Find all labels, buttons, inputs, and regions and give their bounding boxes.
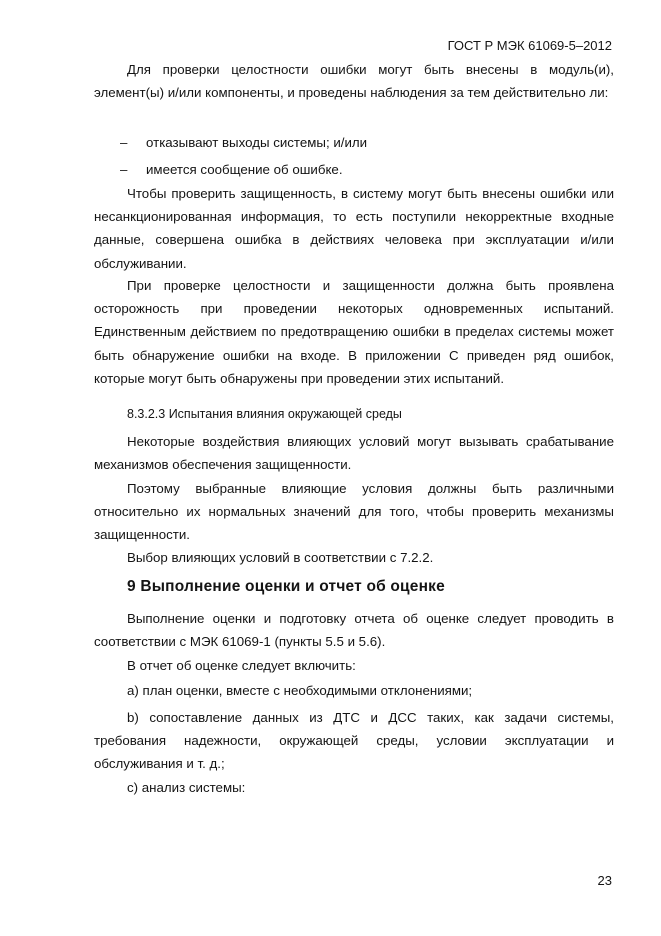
paragraph-assessment: Выполнение оценки и подготовку отчета об оценке следует проводить в соответствии с МЭК 61069-1 (пункты 5.5 и 5.6).: [94, 611, 614, 650]
page-number: 23: [597, 873, 612, 888]
paragraph-integrity-check: Для проверки целостности ошибки могут быть внесены в модуль(и), элемент(ы) и/или компоненты, и проведены наблюдения за тем действительно ли:: [94, 62, 614, 101]
paragraph-selected-conditions: Поэтому выбранные влияющие условия должны быть различными относительно их нормальных значений для того, чтобы проверить механизмы защищенности.: [94, 481, 614, 543]
list-item-b: b) сопоставление данных из ДТС и ДСС таких, как задачи системы, требования надежности, окружающей среды, условии эксплуатации и обслуживания и т. д.;: [94, 710, 614, 772]
paragraph-report-intro: В отчет об оценке следует включить:: [127, 658, 356, 673]
paragraph-condition-choice: Выбор влияющих условий в соответствии с 7.2.2.: [127, 550, 434, 565]
list-item-c: c) анализ системы:: [127, 780, 246, 795]
paragraph-influences: Некоторые воздействия влияющих условий могут вызывать срабатывание механизмов обеспечения защищенности.: [94, 434, 614, 473]
bullet-text: имеется сообщение об ошибке.: [146, 162, 343, 177]
bullet-dash: –: [120, 162, 128, 177]
list-item-a: a) план оценки, вместе с необходимыми отклонениями;: [127, 683, 473, 698]
paragraph-security-check: Чтобы проверить защищенность, в систему могут быть внесены ошибки или несанкционированная информация, то есть поступили некорректные входные данные, совершена ошибка в действиях человека при эксплуатации и/или обслуживании.: [94, 186, 614, 271]
subsection-heading: 8.3.2.3 Испытания влияния окружающей среды: [127, 407, 402, 421]
section-heading: 9 Выполнение оценки и отчет об оценке: [127, 578, 445, 595]
bullet-dash: –: [120, 135, 128, 150]
document-header: ГОСТ Р МЭК 61069-5–2012: [447, 38, 612, 53]
bullet-text: отказывают выходы системы; и/или: [146, 135, 368, 150]
paragraph-caution: При проверке целостности и защищенности должна быть проявлена осторожность при проведении некоторых одновременных испытаний. Единственным действием по предотвращению ошибки в пределах системы может быть обнаружение ошибки на входе. В приложении С приведен ряд ошибок, которые могут быть обнаружены при проведении этих испытаний.: [94, 278, 614, 386]
